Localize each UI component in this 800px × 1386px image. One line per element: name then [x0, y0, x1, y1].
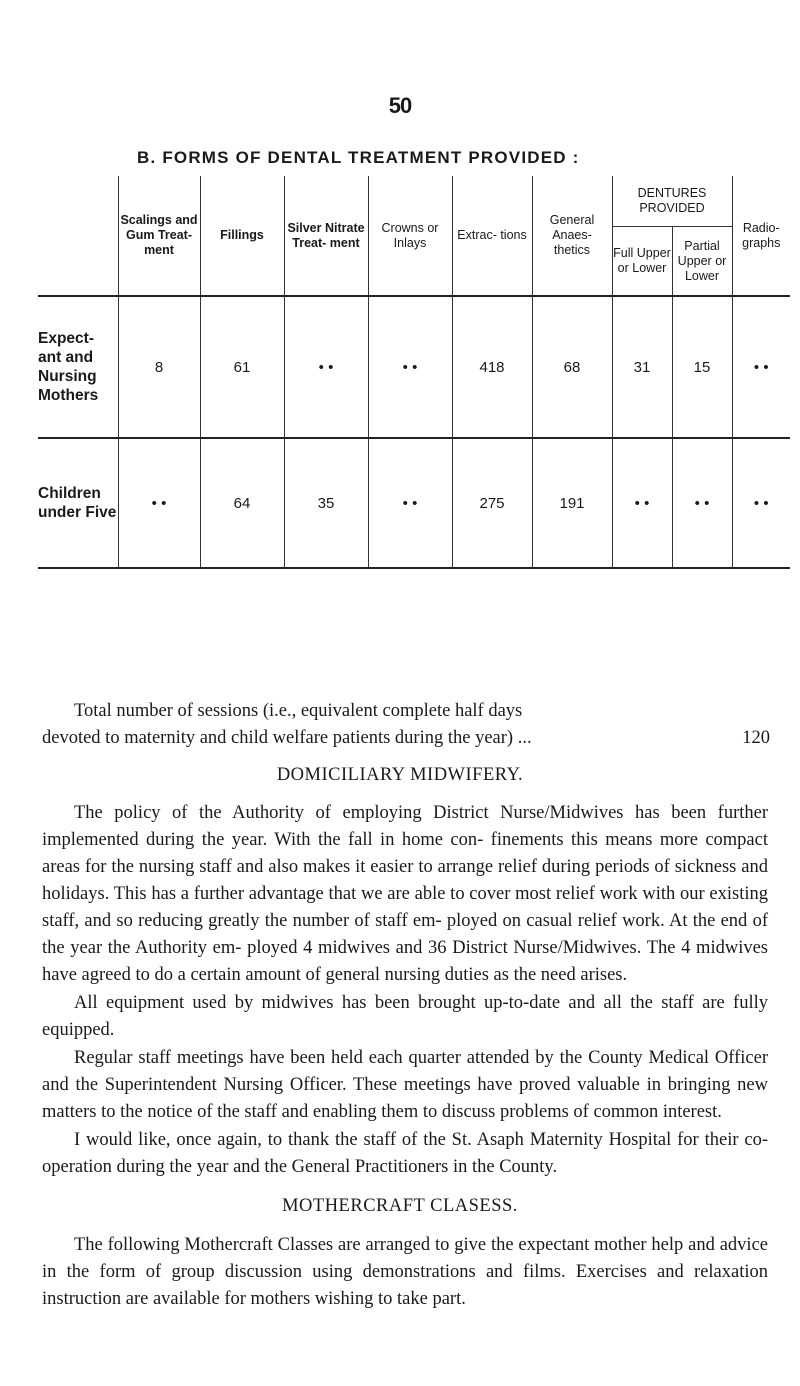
row-label: Children under Five	[38, 438, 118, 568]
cell-anaesthetics: 191	[532, 438, 612, 568]
cell-extractions: 275	[452, 438, 532, 568]
mothercraft-heading: MOTHERCRAFT CLASESS.	[282, 1196, 518, 1216]
domiciliary-section	[42, 800, 768, 1181]
cell-partial-dentures: 15	[672, 296, 732, 438]
table-row-children	[38, 438, 790, 568]
mothercraft-section	[42, 1232, 768, 1313]
cell-crowns: • •	[368, 296, 452, 438]
table-row-mothers	[38, 296, 790, 438]
header-anaesthetics: General Anaes- thetics	[532, 176, 612, 296]
page-number: 50	[388, 93, 412, 118]
cell-silver-nitrate: 35	[284, 438, 368, 568]
cell-extractions: 418	[452, 296, 532, 438]
header-radiographs: Radio- graphs	[732, 176, 790, 296]
cell-silver-nitrate: • •	[284, 296, 368, 438]
total-sessions-value: 120	[742, 728, 770, 748]
cell-fillings: 61	[200, 296, 284, 438]
header-extractions: Extrac- tions	[452, 176, 532, 296]
header-partial-dentures: Partial Upper or Lower	[672, 227, 732, 297]
total-sessions-line1: Total number of sessions (i.e., equivalent complete half days	[74, 701, 523, 721]
header-full-dentures: Full Upper or Lower	[612, 227, 672, 297]
paragraph: Regular staff meetings have been held each quarter attended by the County Medical Officer and the Superintendent Nursing Officer. These meetings have proved valuable in bringing new matters to the notice of the staff and enabling them to discuss problems of common interest.	[42, 1048, 768, 1122]
total-sessions-line2: devoted to maternity and child welfare patients during the year) ...	[42, 728, 532, 748]
header-fillings: Fillings	[200, 176, 284, 296]
row-label: Expect- ant and Nursing Mothers	[38, 296, 118, 438]
cell-radiographs: • •	[732, 296, 790, 438]
cell-scalings: • •	[118, 438, 200, 568]
cell-fillings: 64	[200, 438, 284, 568]
paragraph: The policy of the Authority of employing District Nurse/Midwives has been further implemented during the year. With the fall in home con- finements this means more compact areas for the nursing staff and also makes it easier to arrange relief during periods of sickness and holidays. This has a further advantage that we are able to cover most relief work with our existing staff, and so reducing greatly the number of staff em- ployed on casual relief work. At the end of the year the Authority em- ployed 4 midwives and 36 District Nurse/Midwives. The 4 midwives have agreed to do a certain amount of general nursing duties as the need arises.	[42, 803, 768, 985]
paragraph: All equipment used by midwives has been brought up-to-date and all the staff are fully equipped.	[42, 993, 768, 1040]
cell-scalings: 8	[118, 296, 200, 438]
paragraph: I would like, once again, to thank the staff of the St. Asaph Maternity Hospital for their co-operation during the year and the General Practitioners in the County.	[42, 1130, 768, 1177]
paragraph: The following Mothercraft Classes are arranged to give the expectant mother help and advice in the form of group discussion using demonstrations and films. Exercises and relaxation instruction are available for mothers wishing to take part.	[42, 1235, 768, 1309]
domiciliary-heading: DOMICILIARY MIDWIFERY.	[276, 765, 524, 785]
dental-treatment-table	[38, 176, 790, 569]
section-heading: B. FORMS OF DENTAL TREATMENT PROVIDED :	[137, 148, 580, 167]
total-sessions	[42, 698, 770, 752]
cell-radiographs: • •	[732, 438, 790, 568]
cell-crowns: • •	[368, 438, 452, 568]
cell-anaesthetics: 68	[532, 296, 612, 438]
header-dentures: DENTURES PROVIDED	[612, 176, 732, 227]
header-crowns: Crowns or Inlays	[368, 176, 452, 296]
cell-partial-dentures: • •	[672, 438, 732, 568]
header-scalings: Scalings and Gum Treat- ment	[118, 176, 200, 296]
corner-cell	[38, 176, 118, 296]
cell-full-dentures: 31	[612, 296, 672, 438]
header-silver-nitrate: Silver Nitrate Treat- ment	[284, 176, 368, 296]
cell-full-dentures: • •	[612, 438, 672, 568]
